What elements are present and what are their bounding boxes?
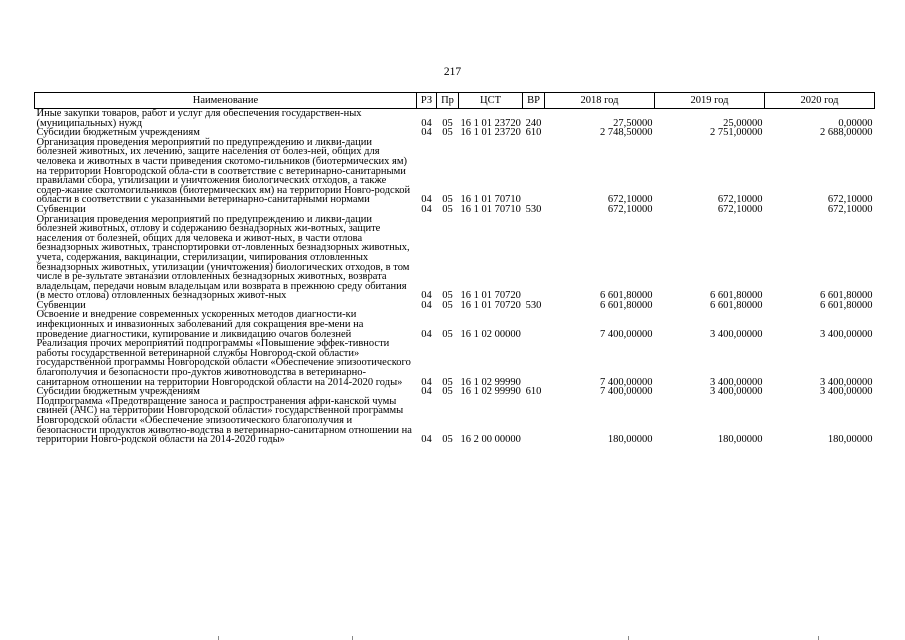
row-2019-value: 2 751,00000 <box>710 127 763 139</box>
row-pr: 05 <box>442 203 453 215</box>
row-cst: 16 1 01 23720 <box>460 127 521 139</box>
row-2020-value: 0,00000 <box>838 117 873 129</box>
row-rz: 04 <box>421 127 432 139</box>
row-2018-value: 6 601,80000 <box>600 299 653 311</box>
row-name: Субсидии бюджетным учреждениям <box>36 127 200 139</box>
table-row <box>35 397 875 445</box>
row-rz: 04 <box>421 299 432 311</box>
row-rz: 04 <box>421 328 432 340</box>
header-2018: 2018 год <box>545 93 655 109</box>
row-2019-value: 6 601,80000 <box>710 299 763 311</box>
row-name: Организация проведения мероприятий по предупреждению и ликви-дации болезней животных, отлову и содержанию безнадзорных жи-вотных, защите населения от болезней, общих для человека и живот-ных, в части отлова безнадзорных животных, транспортировки от-ловленных безнадзорных животных, учета, содержания, вакцинации, стерилизации, чипирования отловленных безнадзорных животных, утилизации (уничтожения) биологических отходов, в том числе в ре-зультате эвтаназии отловленных безнадзорных животных, возврата владельцам, передачи новым владельцам или возврата в прежнюю среду обитания (в место отлова) отловленных безнадзорных живот-ных <box>36 213 410 302</box>
row-cst: 16 1 02 00000 <box>460 328 521 340</box>
row-2020-value: 672,10000 <box>827 194 873 206</box>
row-vr: 610 <box>525 127 542 139</box>
row-name: Реализация прочих мероприятий подпрограммы «Повышение эффек-тивности работы государственной ветеринарной службы Новгород-ской области» государственной программы Новгородской области «Обеспечение эпизоотического благополучия и безопасности про-дуктов животноводства в ветеринарно-санитарном отношении на территории Новгородской области на 2014-2020 годы» <box>36 338 411 388</box>
row-2018-value: 7 400,00000 <box>600 328 653 340</box>
table-body <box>35 109 875 445</box>
row-2020-value: 6 601,80000 <box>820 290 873 302</box>
row-name: Субвенции <box>36 203 86 215</box>
row-rz: 04 <box>421 117 432 129</box>
row-2019-value: 25,00000 <box>723 117 763 129</box>
row-vr: 530 <box>525 299 542 311</box>
header-cst: ЦСТ <box>459 93 523 109</box>
row-2019-value: 3 400,00000 <box>710 376 763 388</box>
row-rz: 04 <box>421 434 432 446</box>
row-pr: 05 <box>442 290 453 302</box>
row-vr: 530 <box>525 203 542 215</box>
row-2018-value: 2 748,50000 <box>600 127 653 139</box>
row-2018-value: 7 400,00000 <box>600 386 653 398</box>
row-2019-value: 6 601,80000 <box>710 290 763 302</box>
row-pr: 05 <box>442 328 453 340</box>
row-2019-value: 672,10000 <box>717 194 763 206</box>
row-rz: 04 <box>421 386 432 398</box>
row-2018-value: 7 400,00000 <box>600 376 653 388</box>
row-pr: 05 <box>442 376 453 388</box>
row-pr: 05 <box>442 299 453 311</box>
row-2019-value: 180,00000 <box>717 434 763 446</box>
row-2019-value: 3 400,00000 <box>710 386 763 398</box>
row-2018-value: 180,00000 <box>607 434 653 446</box>
row-rz: 04 <box>421 376 432 388</box>
table-row <box>35 215 875 301</box>
header-rz: РЗ <box>417 93 437 109</box>
header-name: Наименование <box>35 93 417 109</box>
row-name: Субвенции <box>36 299 86 311</box>
row-cst: 16 1 01 70720 <box>460 290 521 302</box>
row-pr: 05 <box>442 127 453 139</box>
table-header-row <box>35 93 875 109</box>
row-vr: 240 <box>525 117 542 129</box>
row-vr <box>523 397 545 445</box>
table-row <box>35 109 875 129</box>
budget-table <box>34 92 875 445</box>
row-2020-value: 2 688,00000 <box>820 127 873 139</box>
row-cst: 16 1 01 23720 <box>460 117 521 129</box>
row-name: Иные закупки товаров, работ и услуг для обеспечения государствен-ных (муниципальных) нужд <box>36 108 362 129</box>
page-edge-marks <box>0 636 905 640</box>
row-2020-value: 3 400,00000 <box>820 376 873 388</box>
row-pr: 05 <box>442 386 453 398</box>
row-name: Организация проведения мероприятий по предупреждению и ликви-дации болезней животных, их лечению, защите населения от болез-ней, общих для человека и животных в части приведения скотомо-гильников (биотермических ям) на территории Новгородской обла-сти в соответствие с ветеринарно-санитарными правилами сбора, утилизации и уничтожения биологических отходов, а также содер-жание скотомогильников (биотермических ям) на территории Новго-родской области в соответствии с указанными ветеринарно-санитарными нормами <box>36 136 411 206</box>
row-2019-value: 3 400,00000 <box>710 328 763 340</box>
row-cst: 16 2 00 00000 <box>460 434 521 446</box>
page-number: 217 <box>443 66 462 78</box>
row-2018-value: 672,10000 <box>607 203 653 215</box>
header-2019: 2019 год <box>655 93 765 109</box>
row-cst: 16 1 01 70710 <box>460 203 521 215</box>
row-vr: 610 <box>525 386 542 398</box>
row-rz: 04 <box>421 203 432 215</box>
row-rz: 04 <box>421 290 432 302</box>
row-2019-value: 672,10000 <box>717 203 763 215</box>
row-pr: 05 <box>442 434 453 446</box>
row-rz: 04 <box>421 194 432 206</box>
row-2020-value: 6 601,80000 <box>820 299 873 311</box>
row-cst: 16 1 01 70710 <box>460 194 521 206</box>
row-cst: 16 1 02 99990 <box>460 386 521 398</box>
row-name: Подпрограмма «Предотвращение заноса и распространения афри-канской чумы свиней (АЧС) на территории Новгородской области» государственной программы Новгородской области «Обеспечение эпизоотического благополучия и безопасности продуктов животно-водства в ветеринарно-санитарном отношении на территории Новго-родской области на 2014-2020 годы» <box>36 395 412 446</box>
row-pr: 05 <box>442 117 453 129</box>
row-cst: 16 1 02 99990 <box>460 376 521 388</box>
row-2020-value: 3 400,00000 <box>820 386 873 398</box>
table-row <box>35 310 875 339</box>
row-name: Субсидии бюджетным учреждениям <box>36 386 200 398</box>
header-2020: 2020 год <box>765 93 875 109</box>
row-cst: 16 1 01 70720 <box>460 299 521 311</box>
row-vr <box>523 310 545 339</box>
header-pr: Пр <box>437 93 459 109</box>
row-vr <box>523 138 545 205</box>
row-vr <box>523 215 545 301</box>
row-pr: 05 <box>442 194 453 206</box>
row-vr <box>523 339 545 387</box>
row-2018-value: 672,10000 <box>607 194 653 206</box>
row-2020-value: 180,00000 <box>827 434 873 446</box>
header-vr: ВР <box>523 93 545 109</box>
row-2020-value: 3 400,00000 <box>820 328 873 340</box>
table-row <box>35 339 875 387</box>
row-2018-value: 6 601,80000 <box>600 290 653 302</box>
table-row <box>35 138 875 205</box>
row-name: Освоение и внедрение современных ускоренных методов диагности-ки инфекционных и инвазионных заболеваний для сокращения вре-мени на проведение диагностики, купирование и ликвидацию очагов болезней <box>36 309 364 340</box>
row-2020-value: 672,10000 <box>827 203 873 215</box>
row-2018-value: 27,50000 <box>613 117 653 129</box>
